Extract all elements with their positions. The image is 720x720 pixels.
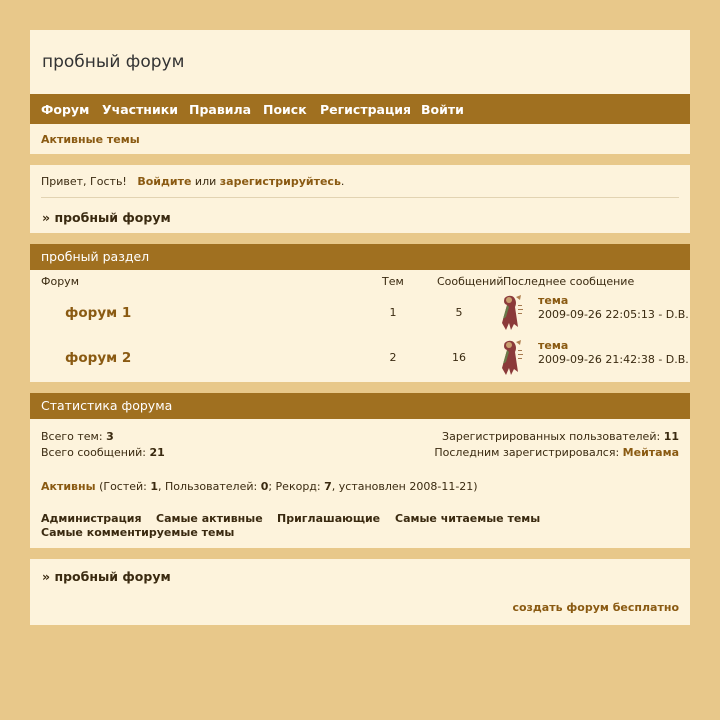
registered-label: Зарегистрированных пользователей: (442, 430, 661, 443)
inviters-link[interactable]: Приглашающие (277, 512, 381, 525)
last-registered-user-link[interactable]: Мейтама (622, 446, 679, 459)
total-topics (41, 430, 114, 443)
stats-panel (30, 393, 690, 548)
col-forum: Форум (41, 275, 79, 288)
post-count: 5 (455, 306, 463, 319)
post-count: 16 (452, 351, 466, 364)
or-text: или (194, 175, 217, 188)
col-posts: Сообщений (437, 275, 504, 288)
registered-users (442, 430, 679, 443)
record-date: , установлен 2008-11-21) (331, 480, 478, 493)
users-label: , Пользователей: (158, 480, 258, 493)
users-value: 0 (260, 480, 269, 493)
forum-row (30, 292, 690, 337)
col-last-post: Последнее сообщение (503, 275, 635, 288)
most-active-link[interactable]: Самые активные (156, 512, 263, 525)
divider (41, 197, 679, 198)
forum-row (30, 337, 690, 382)
registered-value: 11 (663, 430, 679, 443)
admin-link[interactable]: Администрация (41, 512, 142, 525)
most-read-topics-link[interactable]: Самые читаемые темы (395, 512, 541, 525)
footer-panel (30, 559, 690, 625)
breadcrumb (42, 210, 171, 225)
last-topic-link[interactable]: тема (538, 294, 569, 307)
footer-breadcrumb (42, 569, 171, 584)
user-avatar-icon (494, 293, 526, 331)
site-title: пробный форум (42, 52, 185, 72)
nav-register[interactable]: Регистрация (320, 102, 412, 117)
forum-section (30, 244, 690, 382)
active-users-line (41, 480, 478, 493)
stats-title: Статистика форума (30, 393, 690, 419)
main-nav (30, 94, 690, 124)
col-topics: Тем (382, 275, 404, 288)
total-posts-value: 21 (149, 446, 165, 459)
active-topics-link[interactable]: Активные темы (41, 133, 140, 146)
guests-value: 1 (150, 480, 159, 493)
last-post-info: 2009-09-26 22:05:13 - D.B. (538, 308, 689, 321)
topic-count: 2 (389, 351, 397, 364)
breadcrumb-arrow: » (42, 210, 51, 225)
create-forum-link[interactable]: создать форум бесплатно (512, 601, 679, 614)
period-text: . (340, 175, 345, 188)
most-commented-topics-link[interactable]: Самые комментируемые темы (41, 526, 235, 539)
breadcrumb-forum-link[interactable]: пробный форум (54, 210, 171, 225)
total-posts (41, 446, 165, 459)
forum-name-link[interactable]: форум 1 (65, 305, 132, 321)
last-registered-label: Последним зарегистрировался: (434, 446, 620, 459)
nav-search[interactable]: Поиск (263, 102, 307, 117)
welcome-panel (30, 165, 690, 233)
user-avatar-icon (494, 338, 526, 376)
active-users-link[interactable]: Активны (41, 480, 96, 493)
forum-name-link[interactable]: форум 2 (65, 350, 132, 366)
topic-count: 1 (389, 306, 397, 319)
last-post-info: 2009-09-26 21:42:38 - D.B. (538, 353, 689, 366)
last-topic-link[interactable]: тема (538, 339, 569, 352)
register-link[interactable]: зарегистрируйтесь (219, 175, 341, 188)
total-posts-label: Всего сообщений: (41, 446, 146, 459)
record-label: ; Рекорд: (268, 480, 321, 493)
nav-rules[interactable]: Правила (189, 102, 252, 117)
record-value: 7 (324, 480, 332, 493)
nav-login[interactable]: Войти (421, 102, 464, 117)
header-panel (30, 30, 690, 154)
guests-label: (Гостей: (99, 480, 147, 493)
welcome-line (41, 175, 344, 188)
greeting-text: Привет, Гость! (41, 175, 127, 188)
last-registered (434, 446, 679, 459)
section-title: пробный раздел (30, 244, 690, 270)
breadcrumb-forum-link[interactable]: пробный форум (54, 569, 171, 584)
nav-forum[interactable]: Форум (41, 102, 90, 117)
total-topics-label: Всего тем: (41, 430, 103, 443)
total-topics-value: 3 (106, 430, 114, 443)
nav-members[interactable]: Участники (102, 102, 178, 117)
breadcrumb-arrow: » (42, 569, 51, 584)
login-link[interactable]: Войдите (137, 175, 192, 188)
